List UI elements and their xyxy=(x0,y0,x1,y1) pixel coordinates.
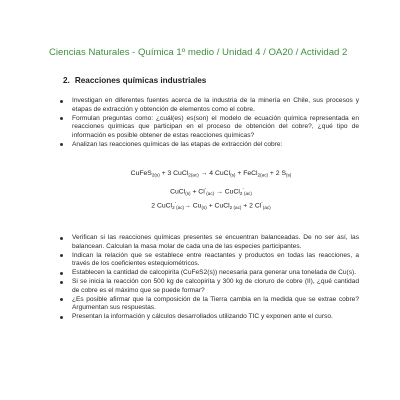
list-item-text: Analizan las reacciones químicas de las etapas de extracción del cobre: xyxy=(72,140,283,148)
list-item xyxy=(59,141,359,150)
bullet-icon xyxy=(60,316,63,319)
equation-text: + FeCl xyxy=(235,170,258,177)
superscript: - xyxy=(242,185,244,191)
list-item xyxy=(59,115,359,141)
subscript: (ac) xyxy=(262,204,271,210)
list-item xyxy=(59,278,359,295)
list-item-text: Establecen la cantidad de calcopirita (CuFeS2(s)) necesaria para generar una tonelada de Cu(s). xyxy=(72,269,357,277)
activity-list-b xyxy=(59,234,359,322)
subscript: (s) xyxy=(285,172,292,178)
subscript: 2(s) xyxy=(151,172,160,178)
list-item-text: Investigan en diferentes fuentes acerca de la industria de la minería en Chile, sus procesos y etapas de extracción y obtención de elementos como el cobre. xyxy=(72,97,359,113)
list-item-text: Si se inicia la reacción con 500 kg de calcopirita y 300 kg de cloruro de cobre (II), ¿qué cantidad de cobre es el máximo que se puede formar? xyxy=(72,278,359,294)
subscript: (s) xyxy=(185,190,191,196)
equation-text: 2 CuCl xyxy=(151,202,173,210)
equation-text: CuFeS xyxy=(130,170,152,177)
superscript: - xyxy=(174,200,177,205)
bullet-icon xyxy=(60,254,63,257)
subscript: (s) xyxy=(230,172,236,178)
subscript: (s) xyxy=(201,204,207,210)
superscript: - xyxy=(204,185,207,191)
subscript: 2 xyxy=(172,204,175,210)
bullet-icon xyxy=(60,298,63,301)
bullet-icon xyxy=(60,143,63,146)
subscript: 2(ac) xyxy=(257,172,269,178)
bullet-icon xyxy=(60,272,63,275)
equation-text: + 2 S xyxy=(268,170,286,177)
subscript: 2(ac) xyxy=(188,172,199,178)
equation-text: → 4 CuCl xyxy=(198,170,231,177)
bullet-icon xyxy=(60,237,63,240)
equation xyxy=(86,167,336,182)
list-item-text: Indican la relación que se establece entre reactantes y productos en todas las reacciones, a través de los coeficientes estequiométricos. xyxy=(72,251,359,268)
page-header: Ciencias Naturales - Química 1º medio / Unidad 4 / OA20 / Actividad 2 xyxy=(49,47,348,58)
equation-text: + 2 Cl xyxy=(241,202,262,210)
equation-text: + Cl xyxy=(190,187,205,195)
section-number: 2. xyxy=(63,76,70,85)
list-item xyxy=(59,269,359,278)
equation-text: → CuCl xyxy=(214,187,240,195)
subscript: (ac) xyxy=(176,204,185,210)
equation-text: + CuCl xyxy=(206,202,230,210)
superscript: - xyxy=(261,200,263,205)
list-item xyxy=(59,296,359,313)
list-item xyxy=(59,252,359,269)
subscript: (ac) xyxy=(243,190,252,196)
equation-text: + 3 CuCl xyxy=(159,170,189,177)
equation-text: → Cu xyxy=(184,202,202,210)
bullet-icon xyxy=(60,100,63,103)
chemical-equations xyxy=(86,167,336,211)
subscript: (ac) xyxy=(206,190,215,196)
list-item-text: ¿Es posible afirmar que la composición de la Tierra cambia en la medida que se extrae cobre? Argumentan sus respuestas. xyxy=(72,295,359,312)
list-item xyxy=(59,313,359,322)
list-item xyxy=(59,234,359,251)
subscript: 2 (ac) xyxy=(229,204,242,210)
list-item-text: Presentan la información y cálculos desarrollados utilizando TIC y exponen ante el curso. xyxy=(72,313,333,321)
list-item-text: Formulan preguntas como: ¿cuál(es) es(son) el modelo de ecuación química representada en reacciones químicas que participan en el proceso de obtención del cobre?, ¿qué tipo de información es posible obtener de estas reacciones químicas? xyxy=(72,114,359,139)
bullet-icon xyxy=(60,117,63,120)
bullet-icon xyxy=(60,281,63,284)
equation xyxy=(86,196,336,211)
subscript: 2 xyxy=(239,190,243,196)
activity-list-a xyxy=(59,97,359,150)
equation-text: CuCl xyxy=(170,187,186,195)
section-title xyxy=(63,76,206,85)
section-title-text: Reacciones químicas industriales xyxy=(74,76,207,85)
list-item-text: Verifican si las reacciones químicas presentes se encuentran balanceadas. De no ser así, las balancean. Calculan la masa molar de cada una de las especies participantes. xyxy=(72,234,359,250)
list-item xyxy=(59,97,359,114)
equation xyxy=(86,182,336,197)
